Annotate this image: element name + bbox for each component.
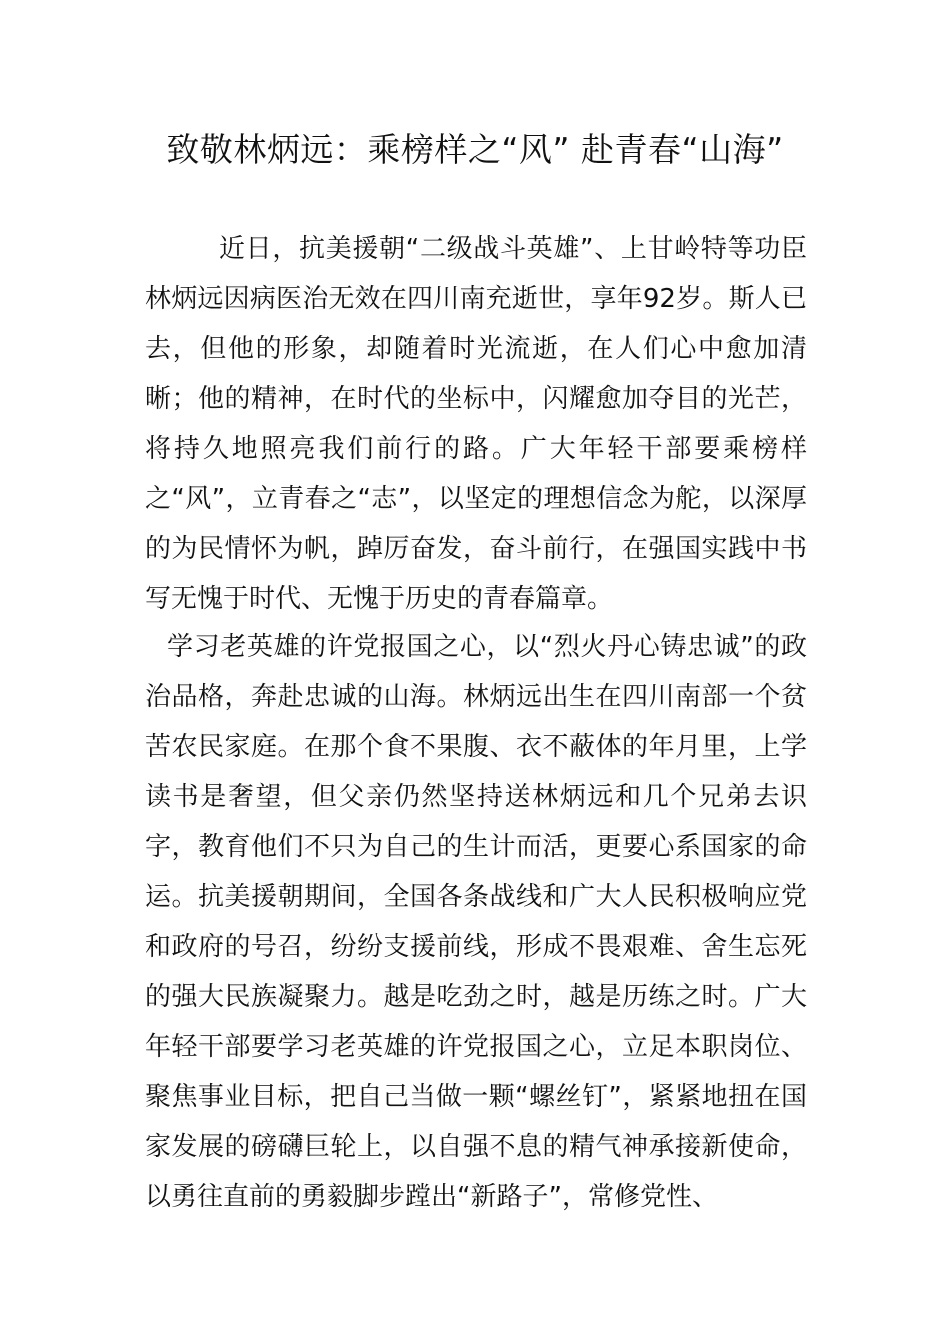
document-title: 致敬林炳远：乘榜样之“风” 赴青春“山海” bbox=[166, 130, 784, 169]
paragraph-1: 近日，抗美援朝“二级战斗英雄”、上甘岭特等功臣林炳远因病医治无效在四川南充逝世，享年92岁。斯人已去，但他的形象，却随着时光流逝，在人们心中愈加清晰；他的精神，在时代的坐标中，闪耀愈加夺目的光芒，将持久地照亮我们前行的路。广大年轻干部要乘榜样之“风”，立青春之“志”，以坚定的理想信念为舵，以深厚的为民情怀为帆，踔厉奋发，奋斗前行，在强国实践中书写无愧于时代、无愧于历史的青春篇章。 bbox=[145, 234, 807, 614]
paragraph-2: 学习老英雄的许党报国之心，以“烈火丹心铸忠诚”的政治品格，奔赴忠诚的山海。林炳远出生在四川南部一个贫苦农民家庭。在那个食不果腹、衣不蔽体的年月里，上学读书是奢望，但父亲仍然坚持送林炳远和几个兄弟去识字，教育他们不只为自己的生计而活，更要心系国家的命运。抗美援朝期间，全国各条战线和广大人民积极响应党和政府的号召，纷纷支援前线，形成不畏艰难、舍生忘死的强大民族凝聚力。越是吃劲之时，越是历练之时。广大年轻干部要学习老英雄的许党报国之心，立足本职岗位、聚焦事业目标，把自己当做一颗“螺丝钉”，紧紧地扭在国家发展的磅礴巨轮上，以自强不息的精气神承接新使命，以勇往直前的勇毅脚步蹚出“新路子”，常修党性、 bbox=[145, 632, 807, 1212]
